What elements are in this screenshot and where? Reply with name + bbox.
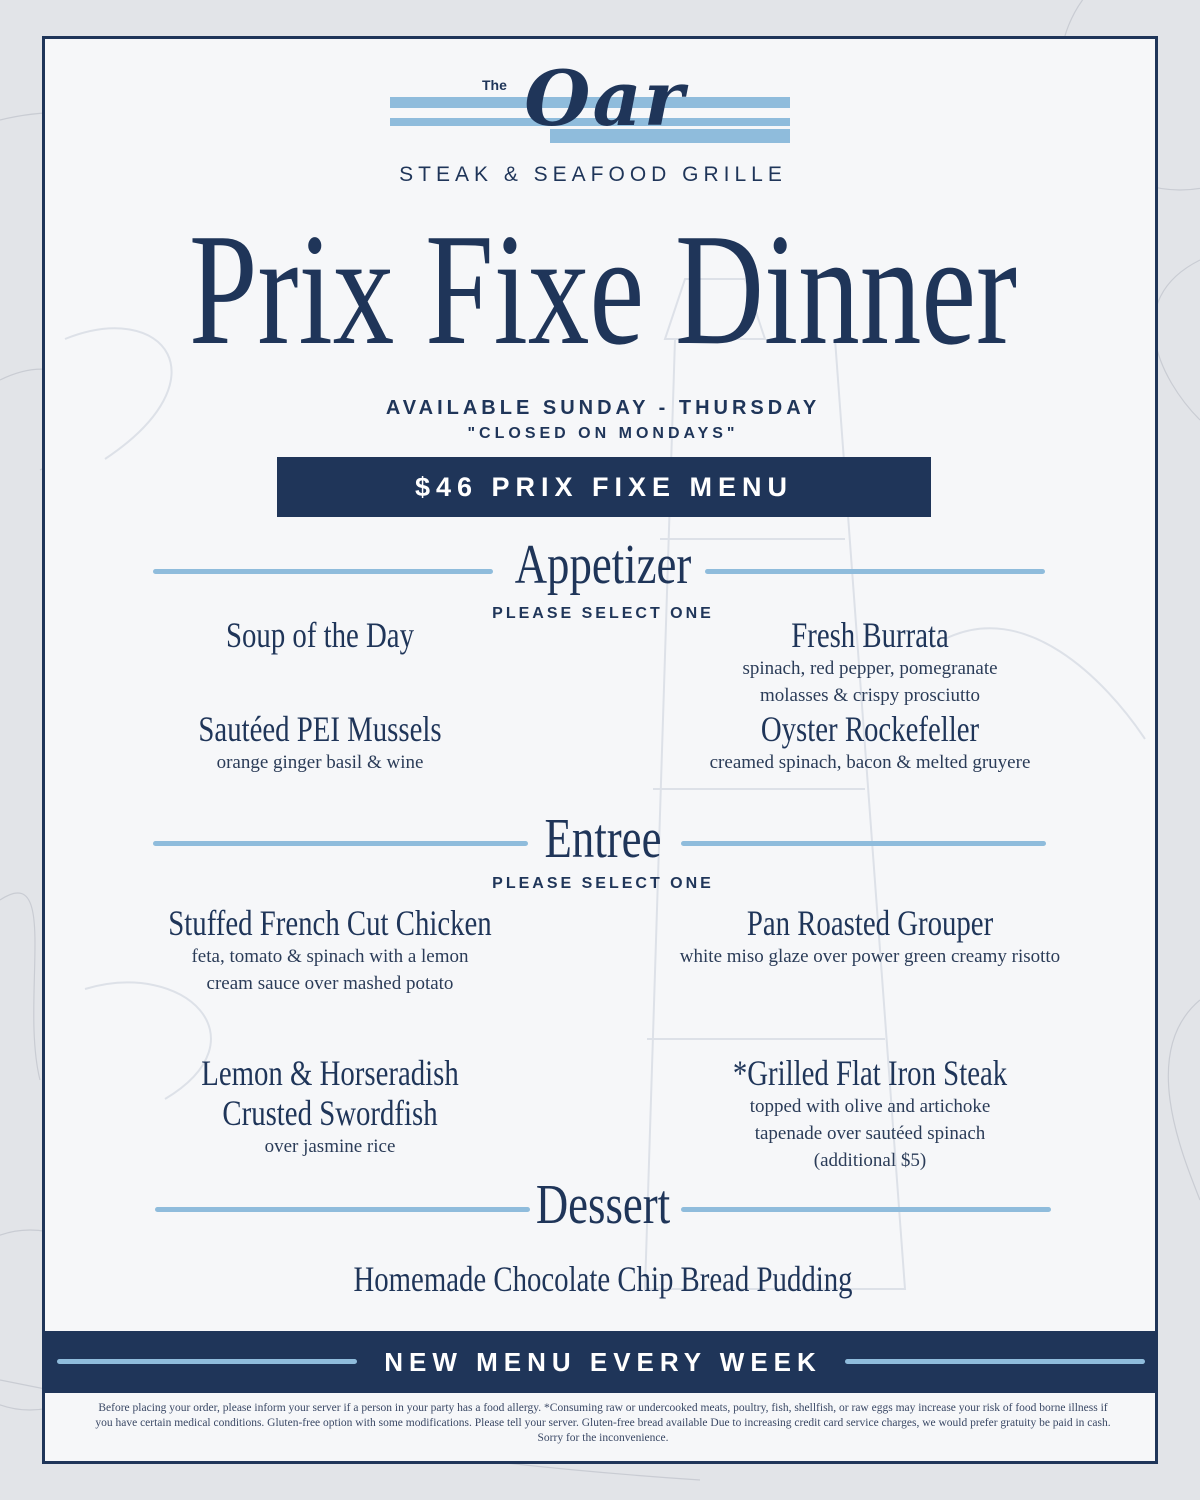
divider-right <box>845 1359 1145 1364</box>
dish-description: (additional $5) <box>813 1150 927 1171</box>
logo-tagline: STEAK & SEAFOOD GRILLE <box>399 163 787 186</box>
footer-banner-text: NEW MENU EVERY WEEK <box>384 1347 822 1377</box>
menu-item-oyster <box>645 709 1095 776</box>
dish-name: Sautéed PEI Mussels <box>198 709 442 749</box>
section-title-dessert: Dessert <box>535 1174 671 1236</box>
dish-description: white miso glaze over power green creamy risotto <box>679 946 1061 967</box>
page-title: Prix Fixe Dinner <box>188 200 1018 378</box>
dish-description: topped with olive and artichoke <box>749 1096 991 1117</box>
dish-name: Soup of the Day <box>226 615 414 655</box>
menu-item-grouper <box>635 903 1105 970</box>
dish-name: Lemon & Horseradish <box>201 1053 459 1093</box>
dish-name: *Grilled Flat Iron Steak <box>732 1053 1008 1093</box>
dish-description: cream sauce over mashed potato <box>206 973 454 994</box>
logo-name: Oar <box>524 54 686 143</box>
dish-name: Pan Roasted Grouper <box>746 903 994 943</box>
dish-name: Fresh Burrata <box>791 615 949 655</box>
select-note-appetizer: PLEASE SELECT ONE <box>492 605 714 622</box>
availability-days: AVAILABLE SUNDAY - THURSDAY <box>385 397 821 419</box>
menu-item-chicken <box>105 903 555 997</box>
dish-description: orange ginger basil & wine <box>216 752 424 773</box>
menu-item-soup <box>125 615 515 655</box>
menu-item-mussels <box>125 709 515 776</box>
dish-name: Stuffed French Cut Chicken <box>168 903 492 943</box>
menu-item-burrata <box>645 615 1095 709</box>
dish-description: feta, tomato & spinach with a lemon <box>191 946 469 967</box>
divider-left <box>57 1359 357 1364</box>
menu-item-bread-pudding <box>145 1259 1061 1299</box>
logo-the: The <box>482 77 507 93</box>
dish-description: creamed spinach, bacon & melted gruyere <box>709 752 1031 773</box>
dish-description: molasses & crispy prosciutto <box>759 685 981 706</box>
section-title-entree: Entree <box>544 808 662 870</box>
availability-closed: "CLOSED ON MONDAYS" <box>467 425 739 442</box>
price-banner: $46 PRIX FIXE MENU <box>277 457 931 517</box>
dish-name: Crusted Swordfish <box>222 1093 438 1133</box>
dish-description: over jasmine rice <box>264 1136 396 1157</box>
menu-item-steak <box>645 1053 1095 1174</box>
allergy-disclaimer: Before placing your order, please inform your server if a person in your party has a food allergy. *Consuming raw or undercooked meats, poultry, fish, shellfish, or raw eggs may increase your risk of food borne illness if you have certain medical conditions. Gluten-free option with some modifications. Please tell your server. Gluten-free bread available Due to increasing credit card service charges, we would prefer gratuity be paid in cash. Sorry for the inconvenience. <box>95 1402 1111 1444</box>
dish-description: spinach, red pepper, pomegranate <box>742 658 998 679</box>
dish-description: tapenade over sautéed spinach <box>754 1123 986 1144</box>
section-title-appetizer: Appetizer <box>514 534 692 596</box>
footer-banner <box>45 1331 1158 1393</box>
dish-name: Oyster Rockefeller <box>760 709 980 749</box>
menu-item-swordfish <box>105 1053 555 1160</box>
dish-name: Homemade Chocolate Chip Bread Pudding <box>353 1259 853 1299</box>
select-note-entree: PLEASE SELECT ONE <box>492 875 714 892</box>
menu-card <box>42 36 1158 1464</box>
